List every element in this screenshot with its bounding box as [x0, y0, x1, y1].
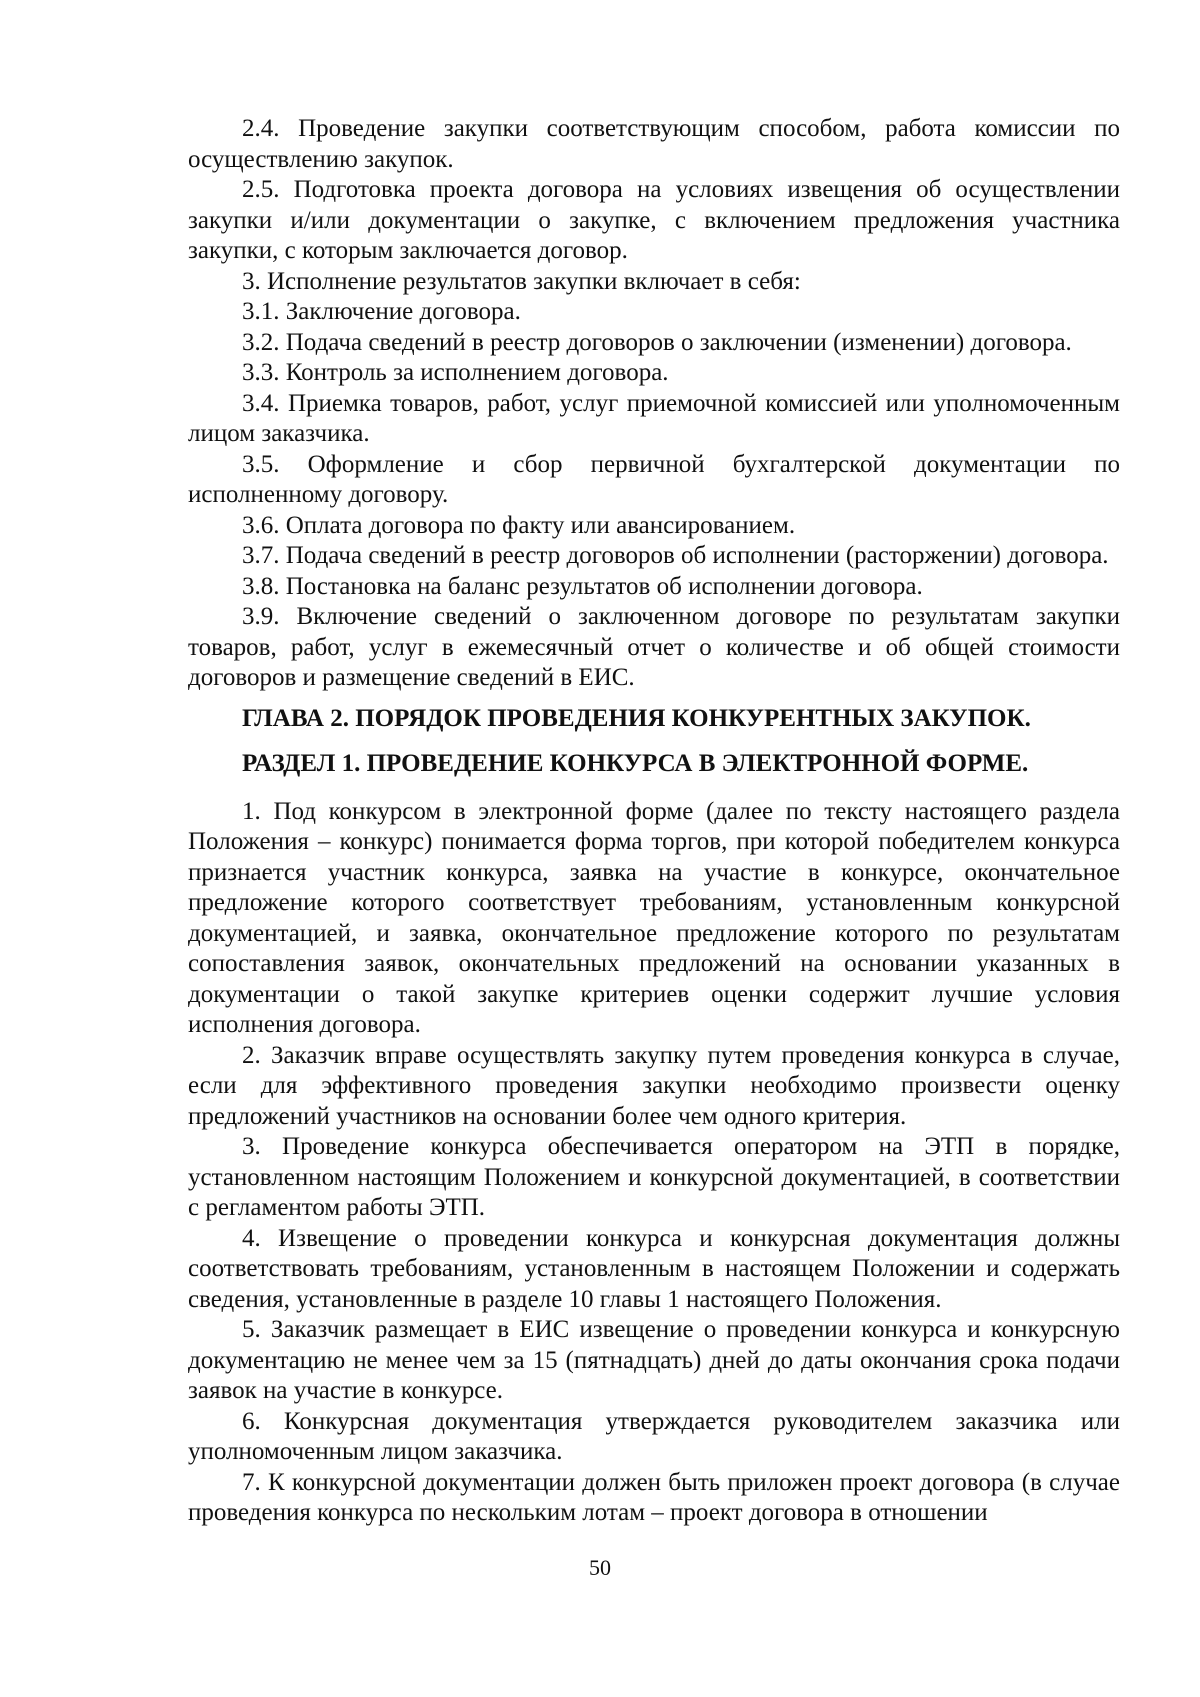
- paragraph-3-3: 3.3. Контроль за исполнением договора.: [242, 359, 669, 386]
- section-heading: РАЗДЕЛ 1. ПРОВЕДЕНИЕ КОНКУРСА В ЭЛЕКТРОННОЙ ФОРМЕ.: [242, 749, 1029, 777]
- paragraph-3-4: 3.4. Приемка товаров, работ, услуг приемочной комиссией или уполномоченным лицом заказчика.: [188, 389, 1120, 447]
- paragraph-3-6: 3.6. Оплата договора по факту или авансированием.: [242, 511, 796, 539]
- paragraph-2-5: 2.5. Подготовка проекта договора на условиях извещения об осуществлении закупки и/или документации о закупке, с включением предложения участника закупки, с которым заключается договор.: [188, 176, 1120, 264]
- paragraph-3-5: 3.5. Оформление и сбор первичной бухгалтерской документации по исполненному договору.: [188, 450, 1120, 508]
- paragraph-3-9: 3.9. Включение сведений о заключенном договоре по результатам закупки товаров, работ, услуг в ежемесячный отчет о количестве и об общей стоимости договоров и размещение сведений в ЕИС.: [188, 603, 1120, 691]
- section-paragraph-2: 2. Заказчик вправе осуществлять закупку путем проведения конкурса в случае, если для эффективного проведения закупки необходимо произвести оценку предложений участников на основании более чем одного критерия.: [188, 1041, 1120, 1130]
- paragraph-3-2: 3.2. Подача сведений в реестр договоров о заключении (изменении) договора.: [242, 328, 1072, 356]
- chapter-heading: ГЛАВА 2. ПОРЯДОК ПРОВЕДЕНИЯ КОНКУРЕНТНЫХ ЗАКУПОК.: [242, 704, 1031, 732]
- section-paragraph-4: 4. Извещение о проведении конкурса и конкурсная документация должны соответствовать требованиям, установленным в настоящем Положении и содержать сведения, установленные в разделе 10 главы 1 настоящего Положения.: [188, 1224, 1120, 1313]
- section-paragraph-6: 6. Конкурсная документация утверждается руководителем заказчика или уполномоченным лицом заказчика.: [188, 1407, 1120, 1465]
- section-paragraph-7: 7. К конкурсной документации должен быть приложен проект договора (в случае проведения конкурса по нескольким лотам – проект договора в отношении: [188, 1468, 1120, 1526]
- paragraph-3-7: 3.7. Подача сведений в реестр договоров об исполнении (расторжении) договора.: [242, 542, 1109, 569]
- page-number: 50: [589, 1555, 611, 1580]
- paragraph-3-1: 3.1. Заключение договора.: [242, 298, 521, 325]
- paragraph-3: 3. Исполнение результатов закупки включает в себя:: [242, 267, 801, 295]
- paragraph-2-4: 2.4. Проведение закупки соответствующим способом, работа комиссии по осуществлению закупок.: [188, 115, 1120, 173]
- page-content: [188, 114, 1120, 1529]
- section-paragraph-1: 1. Под конкурсом в электронной форме (далее по тексту настоящего раздела Положения – конкурс) понимается форма торгов, при которой победителем конкурса признается участник конкурса, заявка на участие в конкурсе, окончательное предложение которого соответствует требованиям, установленным конкурсной документацией, и заявка, окончательное предложение которого по результатам сопоставления заявок, окончательных предложений на основании указанных в документации о такой закупке критериев оценки содержит лучшие условия исполнения договора.: [188, 797, 1120, 1038]
- section-paragraph-3: 3. Проведение конкурса обеспечивается оператором на ЭТП в порядке, установленном настоящим Положением и конкурсной документацией, в соответствии с регламентом работы ЭТП.: [188, 1133, 1120, 1221]
- section-paragraph-5: 5. Заказчик размещает в ЕИС извещение о проведении конкурса и конкурсную документацию не менее чем за 15 (пятнадцать) дней до даты окончания срока подачи заявок на участие в конкурсе.: [188, 1316, 1120, 1404]
- paragraph-3-8: 3.8. Постановка на баланс результатов об исполнении договора.: [242, 572, 923, 600]
